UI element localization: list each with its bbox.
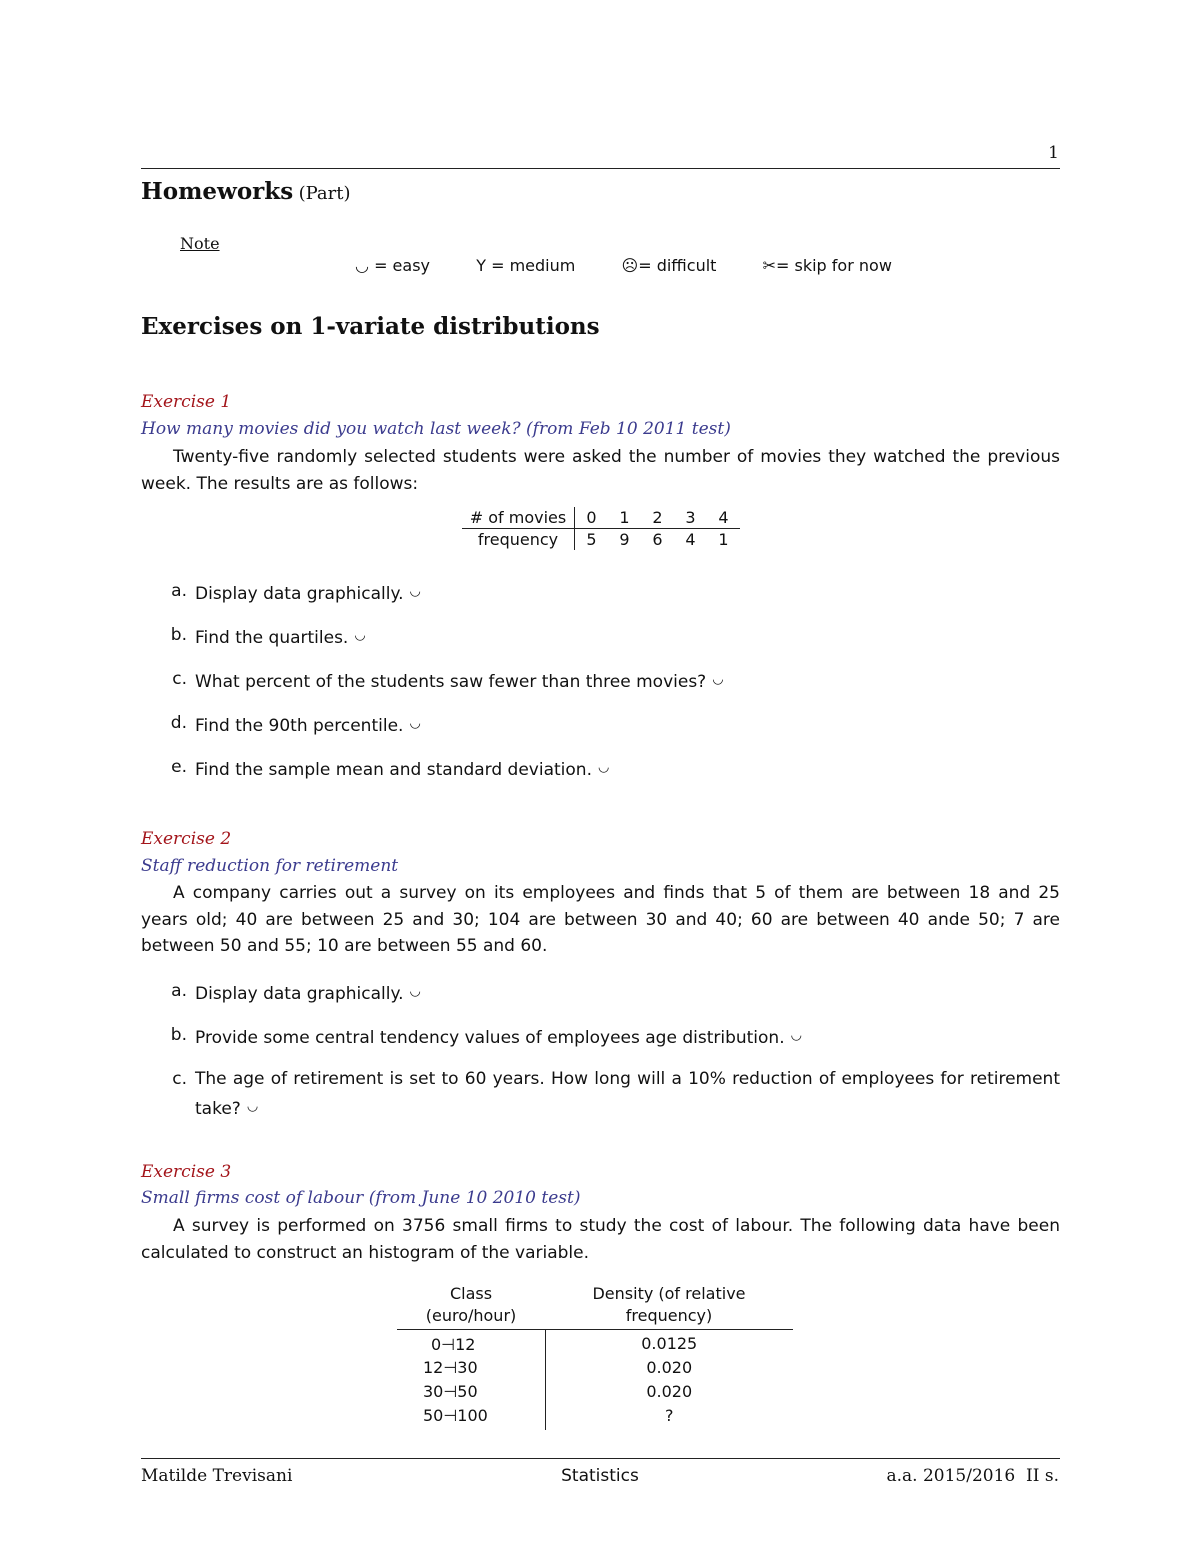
medium-icon: Υ: [476, 256, 486, 275]
density-header-line-1: Density (of relative: [592, 1284, 746, 1303]
note-label: Note: [180, 234, 220, 253]
scissors-icon: ✂: [762, 256, 777, 275]
exercise-2-item-c: [141, 1066, 1060, 1123]
table-row: [397, 1330, 793, 1355]
density-cell: 0.020: [646, 1357, 693, 1377]
exercise-3-text: [141, 1213, 1060, 1266]
item-label: c.: [172, 669, 187, 689]
item-label: a.: [171, 581, 187, 601]
item-label: b.: [170, 1025, 187, 1045]
easy-icon: ◡: [712, 672, 724, 687]
exercise-3-label: Exercise 3: [141, 1162, 232, 1182]
difficult-label: = difficult: [638, 256, 717, 275]
density-cell: ?: [665, 1406, 674, 1425]
table-cell: 2: [652, 508, 663, 527]
exercise-1-subtitle: How many movies did you watch last week? (from Feb 10 2011 test): [141, 419, 731, 439]
easy-icon: ◡: [409, 984, 421, 999]
skip-label: = skip for now: [776, 256, 892, 275]
density-cell: 0.020: [646, 1381, 693, 1401]
table-cell: 0: [586, 508, 597, 527]
exercise-1-item-b: [141, 622, 1060, 652]
item-text: Display data graphically.: [195, 984, 404, 1004]
table-header-cell: # of movies: [462, 507, 575, 529]
density-header-line-2: frequency): [625, 1306, 713, 1325]
item-text: What percent of the students saw fewer than three movies?: [195, 672, 707, 692]
item-label: c.: [172, 1069, 187, 1089]
footer-academic-year: a.a. 2015/2016 II s.: [886, 1466, 1059, 1486]
difficult-icon: ☹: [621, 256, 639, 275]
exercise-2-subtitle: Staff reduction for retirement: [141, 856, 399, 876]
class-cell: 12⊣30: [397, 1354, 545, 1378]
table-cell: 3: [685, 508, 696, 527]
easy-icon: ◡: [355, 256, 369, 275]
item-text: Provide some central tendency values of employees age distribution.: [195, 1028, 785, 1048]
density-cell: 0.0125: [641, 1334, 698, 1353]
easy-label: = easy: [374, 256, 431, 275]
table-header-cell: frequency: [462, 529, 575, 551]
exercise-3-subtitle: Small firms cost of labour (from June 10 2010 test): [141, 1188, 581, 1208]
table-row: [462, 507, 740, 529]
exercise-2-text: [141, 880, 1060, 960]
header-rule: [141, 168, 1060, 169]
table-row: [397, 1378, 793, 1402]
exercise-1-text-content: Twenty-five randomly selected students were asked the number of movies they watched the previous week. The results are as follows:: [141, 447, 1060, 494]
easy-icon: ◡: [354, 628, 366, 643]
easy-icon: ◡: [409, 716, 421, 731]
footer-course: Statistics: [561, 1466, 639, 1486]
item-label: b.: [170, 625, 187, 645]
page-title-main: Homeworks: [141, 178, 294, 205]
exercise-2-item-a: [141, 978, 1060, 1008]
medium-label: = medium: [491, 256, 576, 275]
class-header-line-1: Class: [449, 1284, 493, 1303]
item-label: a.: [171, 981, 187, 1001]
item-text: The age of retirement is set to 60 years. How long will a 10% reduction of employees for retirement take?: [195, 1069, 1060, 1119]
movies-frequency-table: [462, 507, 740, 550]
table-cell: 9: [619, 530, 630, 549]
class-header-line-2: (euro/hour): [425, 1306, 517, 1325]
class-cell: 50⊣100: [397, 1402, 545, 1430]
difficulty-legend: [355, 256, 892, 275]
easy-icon: ◡: [597, 760, 610, 775]
exercise-3-text-content: A survey is performed on 3756 small firms to study the cost of labour. The following data have been calculated to construct an histogram of the variable.: [141, 1216, 1060, 1263]
labour-cost-table: [397, 1282, 793, 1430]
class-header: [397, 1282, 545, 1330]
exercise-2-text-content: A company carries out a survey on its employees and finds that 5 of them are between 18 and 25 years old; 40 are between 25 and 30; 104 are between 30 and 40; 60 are between 40 ande 50; 7 are between 50 and 55; 10 are between 55 and 60.: [141, 883, 1060, 956]
table-row: [397, 1402, 793, 1430]
table-cell: 4: [718, 508, 729, 527]
section-title: Exercises on 1-variate distributions: [141, 313, 600, 340]
exercise-1-item-c: [141, 666, 1060, 696]
page-title-suffix: (Part): [298, 183, 351, 204]
item-text: Find the 90th percentile.: [195, 716, 404, 736]
item-text: Find the sample mean and standard deviation.: [195, 760, 592, 780]
class-cell: 30⊣50: [397, 1378, 545, 1402]
exercise-1-label: Exercise 1: [141, 392, 232, 412]
item-label: d.: [170, 713, 187, 733]
item-label: e.: [171, 757, 187, 777]
exercise-1-item-a: [141, 578, 1060, 608]
easy-icon: ◡: [409, 584, 421, 599]
exercise-2-label: Exercise 2: [141, 829, 232, 849]
exercise-1-item-e: [141, 754, 1060, 784]
easy-icon: ◡: [246, 1099, 259, 1114]
table-cell: 6: [652, 530, 663, 549]
class-cell: 0⊣12: [397, 1330, 545, 1355]
table-cell: 5: [586, 530, 597, 549]
exercise-1-item-d: [141, 710, 1060, 740]
table-cell: 4: [685, 530, 696, 549]
table-row: [462, 529, 740, 551]
table-cell: 1: [718, 530, 729, 549]
density-header: [545, 1282, 793, 1330]
exercise-1-text: [141, 444, 1060, 497]
table-row: [397, 1354, 793, 1378]
easy-icon: ◡: [790, 1028, 802, 1043]
page-number: 1: [1048, 143, 1059, 163]
item-text: Find the quartiles.: [195, 628, 349, 648]
table-cell: 1: [619, 508, 630, 527]
table-header-row: [397, 1282, 793, 1330]
page-title: [141, 178, 351, 205]
footer-rule: [141, 1458, 1060, 1459]
footer-author: Matilde Trevisani: [141, 1466, 293, 1486]
exercise-2-item-b: [141, 1022, 1060, 1052]
item-text: Display data graphically.: [195, 584, 404, 604]
